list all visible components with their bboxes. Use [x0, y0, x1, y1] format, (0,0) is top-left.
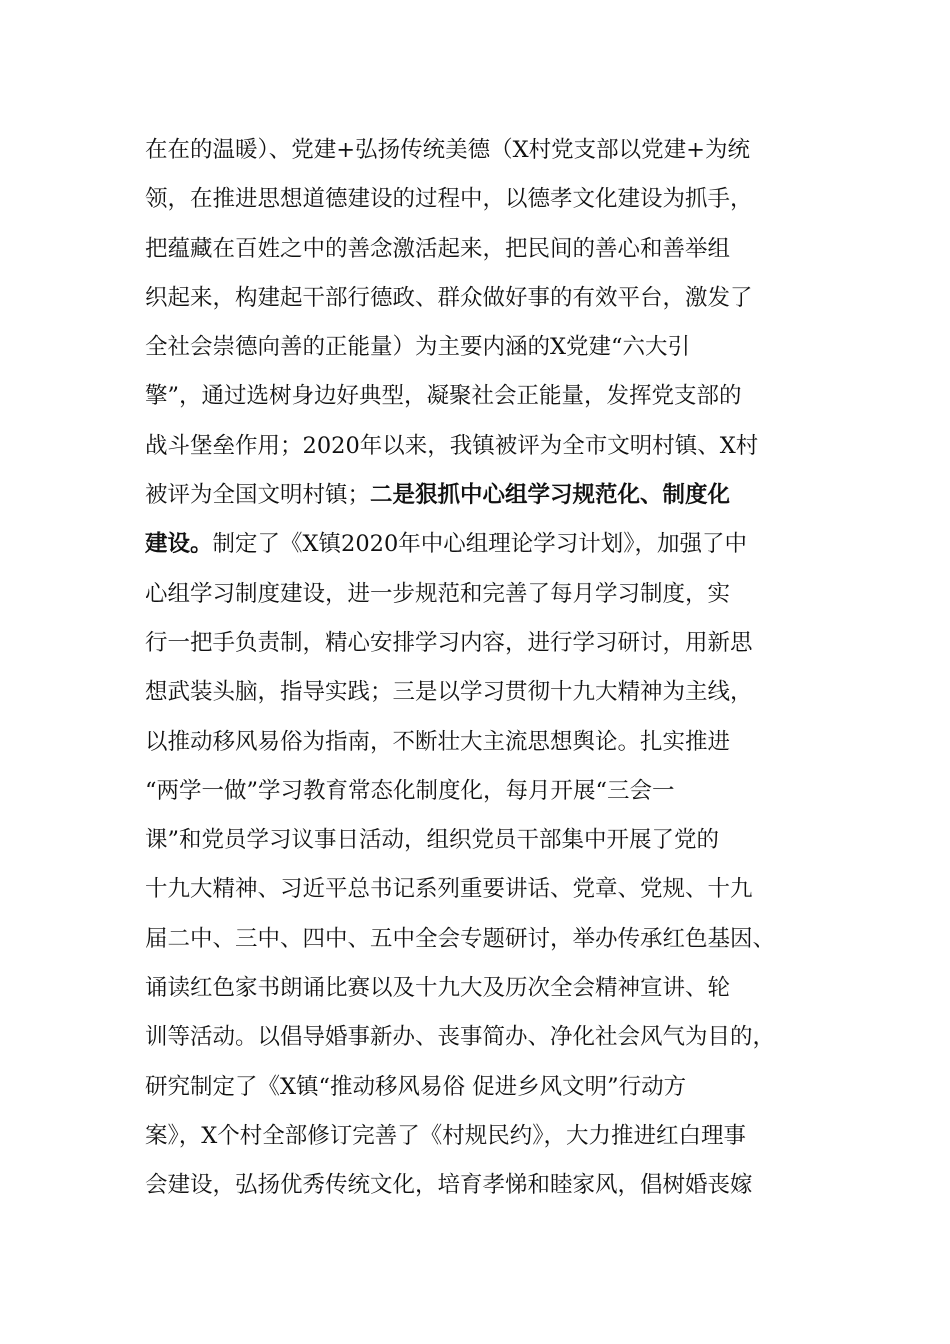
text-line-1: 在在的温暖）、党建+弘扬传统美德（X村党支部以党建+为统 [145, 137, 750, 163]
text-line-20: 研究制定了《X镇“推动移风易俗 促进乡风文明”行动方 [145, 1073, 687, 1100]
text-line-3: 把蕴藏在百姓之中的善念激活起来，把民间的善心和善举组 [145, 235, 731, 262]
text-line-4: 织起来，构建起干部行德政、群众做好事的有效平台，激发了 [145, 284, 753, 311]
text-line-2: 领，在推进思想道德建设的过程中，以德孝文化建设为抓手， [145, 186, 753, 213]
text-line-9-bold: 建设。 [145, 531, 213, 558]
text-line-18: 诵读红色家书朗诵比赛以及十九大及历次全会精神宣讲、轮 [145, 975, 731, 1002]
text-line-8-bold: 二是狠抓中心组学习规范化、制度化 [370, 482, 731, 509]
text-line-19: 训等活动。以倡导婚事新办、丧事简办、净化社会风气为目的， [145, 1024, 776, 1051]
text-line-5: 全社会崇德向善的正能量）为主要内涵的X党建“六大引 [145, 334, 691, 361]
text-line-12: 想武装头脑，指导实践；三是以学习贯彻十九大精神为主线， [145, 679, 753, 706]
text-line-22: 会建设，弘扬优秀传统文化，培育孝悌和睦家风，倡树婚丧嫁 [145, 1172, 753, 1199]
text-line-16: 十九大精神、习近平总书记系列重要讲话、党章、党规、十九 [145, 876, 753, 903]
text-line-7: 战斗堡垒作用；2020年以来，我镇被评为全市文明村镇、X村 [145, 432, 759, 459]
text-line-14: “两学一做”学习教育常态化制度化，每月开展“三会一 [145, 777, 675, 804]
text-line-11: 行一把手负责制，精心安排学习内容，进行学习研讨，用新思 [145, 629, 753, 656]
document-body [145, 126, 825, 1211]
text-line-15: 课”和党员学习议事日活动，组织党员干部集中开展了党的 [145, 827, 720, 854]
text-line-10: 心组学习制度建设，进一步规范和完善了每月学习制度，实 [145, 580, 731, 607]
text-line-9-normal: 制定了《X镇2020年中心组理论学习计划》，加强了中 [212, 531, 748, 558]
text-line-9 [145, 520, 825, 569]
text-line-21: 案》，X个村全部修订完善了《村规民约》，大力推进红白理事 [145, 1122, 747, 1149]
text-line-13: 以推动移风易俗为指南，不断壮大主流思想舆论。扎实推进 [145, 728, 731, 755]
text-line-6: 擎”，通过选树身边好典型，凝聚社会正能量，发挥党支部的 [145, 383, 742, 410]
text-line-17: 届二中、三中、四中、五中全会专题研讨，举办传承红色基因、 [145, 925, 776, 952]
text-line-8 [145, 471, 825, 520]
text-line-8-normal: 被评为全国文明村镇； [145, 482, 371, 509]
